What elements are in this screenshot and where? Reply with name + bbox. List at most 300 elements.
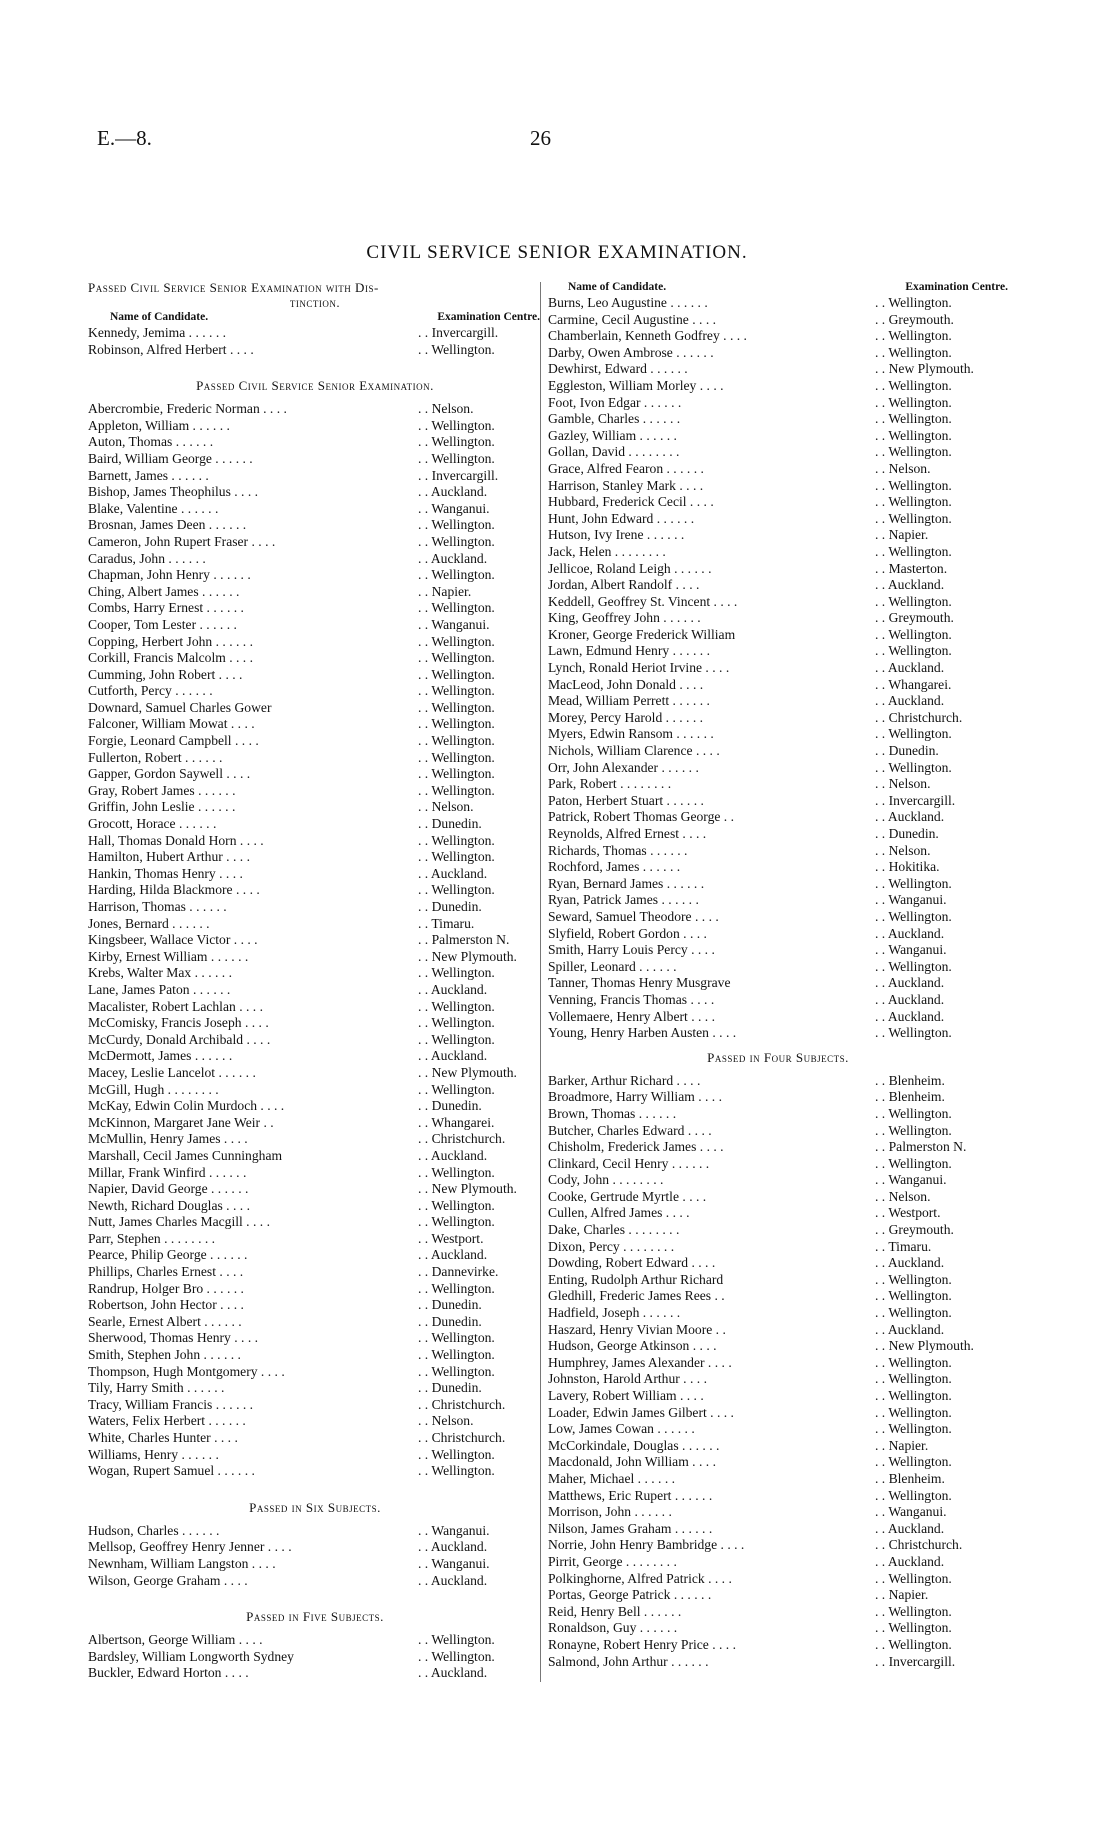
candidate-name: Copping, Herbert John . . . . . . [88,633,253,649]
candidate-row [548,743,1008,760]
examination-centre: . . Greymouth. [875,1222,954,1238]
examination-centre: . . Wellington. [418,1081,495,1097]
candidate-name: Ryan, Patrick James . . . . . . [548,892,699,908]
candidate-name: Pirrit, George . . . . . . . . [548,1553,677,1569]
candidate-name: Salmond, John Arthur . . . . . . [548,1653,709,1669]
candidate-row [548,909,1008,926]
examination-centre: . . Auckland. [875,1321,945,1337]
candidate-row [88,1231,542,1248]
examination-centre: . . Wellington. [875,1271,952,1287]
candidate-row [88,1148,542,1165]
examination-centre: . . Wanganui. [418,1522,490,1538]
candidate-row [548,1521,1008,1538]
candidate-row [88,584,542,601]
candidate-name: Hamilton, Hubert Arthur . . . . [88,849,250,865]
candidate-row [88,1330,542,1347]
examination-centre: . . Auckland. [418,484,488,500]
candidate-name: Eggleston, William Morley . . . . [548,377,724,393]
candidate-name: Nichols, William Clarence . . . . [548,743,720,759]
candidate-name: Appleton, William . . . . . . [88,417,230,433]
candidate-name: Haszard, Henry Vivian Moore . . [548,1321,726,1337]
candidate-name: Chapman, John Henry . . . . . . [88,567,251,583]
candidate-name: Robinson, Alfred Herbert . . . . [88,341,254,357]
candidate-name: Venning, Francis Thomas . . . . [548,991,715,1007]
candidate-name: Brown, Thomas . . . . . . [548,1105,677,1121]
candidate-row [88,1364,542,1381]
candidate-row [548,577,1008,594]
candidate-name: Harding, Hilda Blackmore . . . . [88,882,260,898]
candidate-row [88,600,542,617]
candidate-row [548,1587,1008,1604]
examination-centre: . . Wellington. [875,726,952,742]
candidate-row [88,1015,542,1032]
candidate-name: Blake, Valentine . . . . . . [88,500,219,516]
examination-centre: . . Christchurch. [418,1131,506,1147]
candidate-name: Young, Henry Harben Austen . . . . [548,1025,737,1041]
examination-centre: . . Wellington. [875,477,952,493]
candidate-name: Tanner, Thomas Henry Musgrave [548,975,731,991]
examination-centre: . . Wellington. [418,849,495,865]
examination-centre: . . Auckland. [875,1520,945,1536]
candidate-name: McComisky, Francis Joseph . . . . [88,1015,269,1031]
examination-centre: . . Wellington. [875,1404,952,1420]
candidate-row [548,461,1008,478]
examination-centre: . . Auckland. [418,1665,488,1681]
examination-centre: . . Christchurch. [418,1430,506,1445]
candidate-row [88,1165,542,1182]
candidate-row [88,418,542,435]
examination-centre: . . Wellington. [875,593,952,609]
examination-centre: . . New Plymouth. [875,361,974,377]
centre-column-header: Examination Centre. [437,311,540,323]
name-column-header: Name of Candidate. [568,281,667,293]
candidate-row [88,451,542,468]
candidate-name: Enting, Rudolph Arthur Richard [548,1271,724,1287]
candidate-name: McGill, Hugh . . . . . . . . [88,1081,219,1097]
candidate-name: Norrie, John Henry Bambridge . . . . [548,1537,745,1553]
examination-centre: . . Masterton. [875,560,948,576]
examination-centre: . . Wellington. [875,1354,952,1370]
examination-centre: . . Auckland. [418,550,488,566]
candidate-name: Jordan, Albert Randolf . . . . [548,577,700,593]
examination-centre: . . Auckland. [875,809,945,825]
candidate-row [88,1539,542,1556]
candidate-row [88,899,542,916]
examination-centre: . . Wellington. [875,394,952,410]
examination-centre: . . Invercargill. [875,792,956,808]
candidate-name: Randrup, Holger Bro . . . . . . [88,1280,244,1296]
candidate-name: Clinkard, Cecil Henry . . . . . . [548,1155,710,1171]
distinction-list [88,325,542,358]
candidate-name: Kroner, George Frederick William [548,626,736,642]
candidate-row [88,799,542,816]
candidate-name: Vollemaere, Henry Albert . . . . [548,1008,715,1024]
examination-centre: . . Wanganui. [875,1504,947,1520]
candidate-row [548,1371,1008,1388]
examination-centre: . . Dunedin. [418,1098,482,1114]
candidate-name: Morrison, John . . . . . . [548,1504,672,1520]
examination-centre: . . Palmerston N. [418,932,510,948]
candidate-name: Ronayne, Robert Henry Price . . . . [548,1636,737,1652]
candidate-name: Nutt, James Charles Macgill . . . . [88,1214,270,1230]
examination-centre: . . Wellington. [418,998,495,1014]
examination-centre: . . Wellington. [418,965,495,981]
candidate-name: Lane, James Paton . . . . . . [88,981,231,997]
candidate-row [88,766,542,783]
candidate-row [548,1338,1008,1355]
candidate-name: Mellsop, Geoffrey Henry Jenner . . . . [88,1539,292,1555]
candidate-row [88,1556,542,1573]
candidate-row [548,826,1008,843]
candidate-name: Forgie, Leonard Campbell . . . . [88,733,259,749]
page-number: 26 [530,126,551,150]
examination-centre: . . Wanganui. [875,892,947,908]
candidate-row [548,1272,1008,1289]
candidate-row [548,527,1008,544]
examination-centre: . . Wellington. [875,411,952,427]
candidate-name: Caradus, John . . . . . . [88,550,206,566]
candidate-row [88,1649,542,1666]
candidate-row [88,916,542,933]
candidate-name: Macdonald, John William . . . . [548,1454,716,1470]
candidate-name: Williams, Henry . . . . . . [88,1446,219,1462]
candidate-row [548,1089,1008,1106]
candidate-row [548,1073,1008,1090]
candidate-name: Smith, Stephen John . . . . . . [88,1347,241,1363]
examination-centre: . . Christchurch. [418,1396,506,1412]
candidate-name: Butcher, Charles Edward . . . . [548,1122,712,1138]
examination-centre: . . Wellington. [418,600,495,616]
examination-centre: . . Westport. [875,1205,941,1221]
examination-centre: . . Wellington. [418,683,495,699]
candidate-name: Spiller, Leonard . . . . . . [548,958,677,974]
four-subjects-heading: Passed in Four Subjects. [707,1049,849,1065]
examination-centre: . . Wellington. [418,434,495,450]
candidate-row [548,1488,1008,1505]
candidate-name: Pearce, Philip George . . . . . . [88,1247,248,1263]
candidate-name: Jones, Bernard . . . . . . [88,915,210,931]
candidate-name: Dixon, Percy . . . . . . . . [548,1238,675,1254]
examination-centre: . . Wellington. [418,650,495,666]
left-column [88,280,542,1682]
examination-centre: . . Wellington. [875,643,952,659]
examination-centre: . . Wellington. [418,417,495,433]
examination-centre: . . Wellington. [418,517,495,533]
candidate-name: Sherwood, Thomas Henry . . . . [88,1330,259,1346]
examination-centre: . . Nelson. [875,842,931,858]
examination-centre: . . Wellington. [418,749,495,765]
candidate-name: Kennedy, Jemima . . . . . . [88,325,227,340]
examination-centre: . . Wellington. [875,427,952,443]
candidate-name: Griffin, John Leslie . . . . . . [88,799,236,815]
candidate-name: Napier, David George . . . . . . [88,1181,249,1197]
candidate-row [88,1413,542,1430]
candidate-row [548,1139,1008,1156]
candidate-name: Paton, Herbert Stuart . . . . . . [548,792,704,808]
candidate-name: Robertson, John Hector . . . . [88,1297,244,1313]
examination-centre: . . Wellington. [875,958,952,974]
examination-centre: . . Dunedin. [418,1297,482,1313]
examination-centre: . . Blenheim. [875,1089,945,1105]
page-reference: E.—8. [97,126,152,150]
candidate-name: Maher, Michael . . . . . . [548,1470,676,1486]
candidate-name: Parr, Stephen . . . . . . . . [88,1230,216,1246]
examination-centre: . . Wellington. [418,633,495,649]
candidate-name: Ching, Albert James . . . . . . [88,583,240,599]
candidate-name: Lavery, Robert William . . . . [548,1388,704,1403]
candidate-name: Broadmore, Harry William . . . . [548,1089,722,1105]
candidate-row [548,295,1008,312]
candidate-name: Johnston, Harold Arthur . . . . [548,1371,707,1387]
candidate-name: Gollan, David . . . . . . . . [548,444,680,460]
candidate-name: Cooper, Tom Lester . . . . . . [88,616,237,632]
examination-centre: . . Wellington. [418,766,495,782]
candidate-name: Grace, Alfred Fearon . . . . . . [548,460,704,476]
candidate-name: Cullen, Alfred James . . . . [548,1205,690,1221]
candidate-name: Gamble, Charles . . . . . . [548,411,681,427]
examination-centre: . . Napier. [875,1437,929,1453]
candidate-row [88,1523,542,1540]
candidate-row [88,484,542,501]
candidate-row [548,1654,1008,1671]
candidate-row [548,975,1008,992]
candidate-name: Auton, Thomas . . . . . . [88,434,214,450]
candidate-row [548,992,1008,1009]
five-subjects-list [88,1632,542,1682]
candidate-row [88,849,542,866]
candidate-row [548,511,1008,528]
candidate-row [88,534,542,551]
candidate-row [88,1082,542,1099]
candidate-name: Abercrombie, Frederic Norman . . . . [88,401,287,417]
examination-centre: . . Wellington. [418,1463,495,1479]
candidate-row [548,1009,1008,1026]
examination-centre: . . Wellington. [418,1347,495,1363]
candidate-name: Millar, Frank Winfird . . . . . . [88,1164,247,1180]
candidate-row [548,710,1008,727]
examination-centre: . . Timaru. [875,1238,932,1254]
candidate-name: McMullin, Henry James . . . . [88,1131,248,1147]
examination-centre: . . Wellington. [418,882,495,898]
examination-centre: . . Wanganui. [418,500,490,516]
candidate-name: McKinnon, Margaret Jane Weir . . [88,1114,274,1130]
candidate-name: Tily, Harry Smith . . . . . . [88,1380,225,1396]
candidate-name: Humphrey, James Alexander . . . . [548,1354,732,1370]
candidate-name: Cumming, John Robert . . . . [88,666,243,682]
candidate-row [88,1665,542,1682]
examination-centre: . . Invercargill. [875,1653,956,1669]
candidate-name: Lynch, Ronald Heriot Irvine . . . . [548,660,730,676]
examination-centre: . . Wellington. [875,1570,952,1586]
candidate-name: Hunt, John Edward . . . . . . [548,510,695,526]
candidate-name: Buckler, Edward Horton . . . . [88,1665,249,1681]
candidate-row [88,949,542,966]
candidate-row [88,634,542,651]
five-subjects-continued-list [548,295,1008,1042]
candidate-name: Patrick, Robert Thomas George . . [548,809,734,825]
candidate-row [88,1131,542,1148]
candidate-row [88,1115,542,1132]
candidate-row [88,1264,542,1281]
candidate-name: Mead, William Perrett . . . . . . [548,693,710,709]
examination-centre: . . Wanganui. [875,942,947,958]
examination-centre: . . Wellington. [418,1280,495,1296]
candidate-row [548,793,1008,810]
examination-centre: . . Auckland. [418,1147,488,1163]
candidate-row [548,627,1008,644]
examination-centre: . . Wellington. [875,344,952,360]
examination-centre: . . Nelson. [418,401,474,417]
candidate-name: Hutson, Ivy Irene . . . . . . [548,527,685,543]
candidate-row [548,345,1008,362]
examination-centre: . . Wellington. [418,533,495,549]
candidate-row [88,1632,542,1649]
candidate-name: Chamberlain, Kenneth Godfrey . . . . [548,328,747,344]
candidate-name: Morey, Percy Harold . . . . . . [548,709,704,725]
six-subjects-list [88,1523,542,1589]
examination-centre: . . Wellington. [418,1197,495,1213]
examination-centre: . . Dunedin. [418,899,482,914]
candidate-name: Baird, William George . . . . . . [88,450,253,466]
candidate-row [548,1571,1008,1588]
candidate-row [548,1025,1008,1042]
candidate-row [548,660,1008,677]
examination-centre: . . Wellington. [875,908,952,924]
candidate-row [548,1322,1008,1339]
candidate-name: Newth, Richard Douglas . . . . [88,1197,250,1213]
centre-column-header: Examination Centre. [905,281,1008,293]
examination-centre: . . Wellington. [875,1305,952,1321]
examination-centre: . . Auckland. [875,975,945,991]
candidate-name: Kingsbeer, Wallace Victor . . . . [88,932,258,948]
examination-centre: . . Auckland. [875,991,945,1007]
passed-heading: Passed Civil Service Senior Examination. [196,378,434,394]
examination-centre: . . Wellington. [875,1122,952,1138]
candidate-row [88,1098,542,1115]
candidate-row [88,1573,542,1590]
candidate-row [88,833,542,850]
examination-centre: . . Wellington. [875,1371,952,1387]
candidate-row [88,1347,542,1364]
candidate-name: Rochford, James . . . . . . [548,859,681,875]
candidate-name: Corkill, Francis Malcolm . . . . [88,650,253,666]
candidate-row [88,1281,542,1298]
candidate-name: Jack, Helen . . . . . . . . [548,543,666,559]
candidate-name: Tracy, William Francis . . . . . . [88,1396,254,1412]
candidate-row [548,544,1008,561]
candidate-name: Chisholm, Frederick James . . . . [548,1139,724,1155]
candidate-row [88,1447,542,1464]
candidate-name: McDermott, James . . . . . . [88,1048,233,1064]
candidate-row [548,1172,1008,1189]
candidate-row [548,843,1008,860]
candidate-name: Polkinghorne, Alfred Patrick . . . . [548,1570,732,1586]
candidate-name: Low, James Cowan . . . . . . [548,1421,695,1437]
examination-centre: . . Wellington. [418,341,495,357]
candidate-row [88,1214,542,1231]
candidate-row [548,1504,1008,1521]
candidate-row [88,1048,542,1065]
examination-centre: . . Napier. [875,1587,929,1603]
candidate-name: Phillips, Charles Ernest . . . . [88,1264,244,1280]
candidate-name: Keddell, Geoffrey St. Vincent . . . . [548,593,738,609]
examination-centre: . . Greymouth. [875,610,954,626]
candidate-name: Cameron, John Rupert Fraser . . . . [88,533,276,549]
document-title: CIVIL SERVICE SENIOR EXAMINATION. [366,242,748,263]
examination-centre: . . Wellington. [875,1025,952,1041]
candidate-name: White, Charles Hunter . . . . [88,1430,238,1445]
candidate-row [548,1106,1008,1123]
candidate-name: Barnett, James . . . . . . [88,467,209,483]
examination-centre: . . Greymouth. [875,311,954,327]
left-column-headers [88,310,542,325]
candidate-name: Wogan, Rupert Samuel . . . . . . [88,1463,255,1479]
candidate-row [548,809,1008,826]
candidate-name: Myers, Edwin Ransom . . . . . . [548,726,714,742]
examination-centre: . . Auckland. [418,1539,488,1555]
candidate-name: Albertson, George William . . . . [88,1632,263,1648]
examination-centre: . . Wellington. [418,832,495,848]
examination-centre: . . Auckland. [418,865,488,881]
candidate-row [548,1604,1008,1621]
examination-centre: . . Wellington. [875,328,952,344]
candidate-name: Kirby, Ernest William . . . . . . [88,948,249,964]
candidate-name: Barker, Arthur Richard . . . . [548,1072,701,1088]
candidate-row [88,999,542,1016]
candidate-name: King, Geoffrey John . . . . . . [548,610,701,626]
examination-centre: . . Wellington. [875,1388,952,1403]
candidate-row [88,1247,542,1264]
candidate-name: Foot, Ivon Edgar . . . . . . [548,394,682,410]
candidate-row [548,1554,1008,1571]
candidate-row [548,328,1008,345]
examination-centre: . . Wellington. [418,1632,495,1648]
candidate-name: Gazley, William . . . . . . [548,427,677,443]
candidate-row [548,1205,1008,1222]
examination-centre: . . New Plymouth. [418,1064,517,1080]
examination-centre: . . Wanganui. [418,1555,490,1571]
examination-centre: . . Wellington. [875,1454,952,1470]
candidate-name: Ronaldson, Guy . . . . . . [548,1620,678,1636]
examination-centre: . . Christchurch. [875,1537,963,1553]
candidate-row [88,716,542,733]
examination-centre: . . Wellington. [418,567,495,583]
candidate-row [88,342,542,359]
candidate-row [548,926,1008,943]
examination-centre: . . Wellington. [418,733,495,749]
candidate-name: Reid, Henry Bell . . . . . . [548,1603,682,1619]
examination-centre: . . Wellington. [875,1105,952,1121]
examination-centre: . . Auckland. [418,981,488,997]
examination-centre: . . Wellington. [875,1421,952,1437]
candidate-row [548,942,1008,959]
candidate-row [548,378,1008,395]
candidate-row [548,411,1008,428]
candidate-row [548,1255,1008,1272]
candidate-row [548,1620,1008,1637]
examination-centre: . . Wellington. [418,716,495,732]
examination-centre: . . Nelson. [418,1413,474,1429]
candidate-row [88,750,542,767]
candidate-name: Grocott, Horace . . . . . . [88,816,217,832]
candidate-row [88,1380,542,1397]
candidate-name: Hankin, Thomas Henry . . . . [88,865,243,881]
candidate-row [548,312,1008,329]
examination-centre: . . Blenheim. [875,1470,945,1486]
candidate-name: Jellicoe, Roland Leigh . . . . . . [548,560,712,576]
candidate-name: Macalister, Robert Lachlan . . . . [88,998,263,1014]
candidate-name: Hudson, George Atkinson . . . . [548,1338,717,1354]
